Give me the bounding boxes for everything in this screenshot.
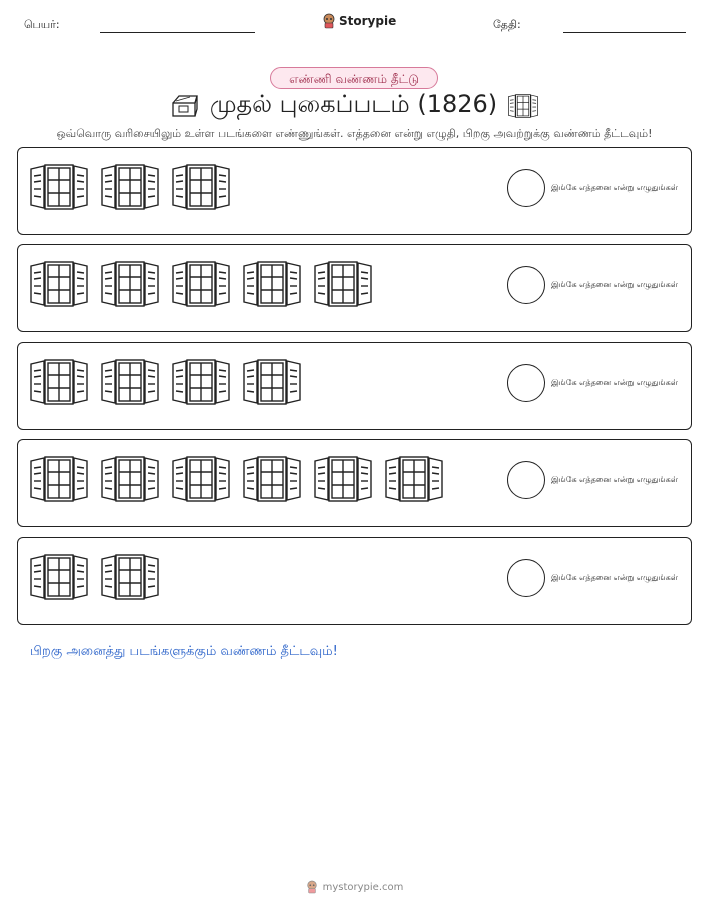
- window-picture[interactable]: [172, 261, 230, 307]
- activity-badge: எண்ணி வண்ணம் தீட்டு: [270, 67, 438, 89]
- window-picture[interactable]: [30, 164, 88, 210]
- brand-name: Storypie: [339, 14, 397, 28]
- window-group: [30, 456, 443, 502]
- window-picture[interactable]: [30, 554, 88, 600]
- window-group: [30, 359, 301, 405]
- title-row: [0, 90, 709, 121]
- window-picture[interactable]: [101, 261, 159, 307]
- window-picture[interactable]: [243, 456, 301, 502]
- count-row-5: [17, 537, 692, 625]
- window-icon: [507, 94, 539, 118]
- window-picture[interactable]: [101, 456, 159, 502]
- date-label: தேதி:: [493, 18, 521, 31]
- window-picture[interactable]: [101, 164, 159, 210]
- answer-hint: இங்கே எத்தனை என்று எழுதுங்கள்: [551, 280, 678, 289]
- camera-box-icon: [170, 93, 200, 119]
- window-picture[interactable]: [30, 359, 88, 405]
- count-row-1: [17, 147, 692, 235]
- site-url: mystorypie.com: [322, 881, 404, 893]
- count-row-4: [17, 439, 692, 527]
- window-picture[interactable]: [30, 261, 88, 307]
- answer-circle[interactable]: [507, 461, 545, 499]
- answer-hint: இங்கே எத்தனை என்று எழுதுங்கள்: [551, 183, 678, 192]
- window-group: [30, 554, 159, 600]
- window-picture[interactable]: [30, 456, 88, 502]
- window-picture[interactable]: [314, 261, 372, 307]
- count-row-2: [17, 244, 692, 332]
- count-row-3: [17, 342, 692, 430]
- window-picture[interactable]: [314, 456, 372, 502]
- window-picture[interactable]: [243, 261, 301, 307]
- answer-hint: இங்கே எத்தனை என்று எழுதுங்கள்: [551, 475, 678, 484]
- window-picture[interactable]: [172, 359, 230, 405]
- instructions: ஒவ்வொரு வரிசையிலும் உள்ள படங்களை எண்ணுங்கள். எத்தனை என்று எழுதி, பிறகு அவற்றுக்கு வண்ணம் தீட்டவும்!: [56, 127, 653, 140]
- window-picture[interactable]: [101, 554, 159, 600]
- answer-circle[interactable]: [507, 364, 545, 402]
- window-picture[interactable]: [172, 456, 230, 502]
- window-picture[interactable]: [385, 456, 443, 502]
- window-group: [30, 164, 230, 210]
- date-line[interactable]: [563, 32, 686, 33]
- page-title: முதல் புகைப்படம் (1826): [209, 90, 498, 118]
- window-group: [30, 261, 372, 307]
- answer-circle[interactable]: [507, 169, 545, 207]
- storypie-mascot-icon: [306, 880, 318, 894]
- site-footer: [0, 880, 709, 894]
- footer-instruction: பிறகு அனைத்து படங்களுக்கும் வண்ணம் தீட்டவும்!: [30, 644, 338, 659]
- answer-circle[interactable]: [507, 559, 545, 597]
- window-picture[interactable]: [172, 164, 230, 210]
- window-picture[interactable]: [101, 359, 159, 405]
- window-picture[interactable]: [243, 359, 301, 405]
- name-line[interactable]: [100, 32, 255, 33]
- answer-hint: இங்கே எத்தனை என்று எழுதுங்கள்: [551, 573, 678, 582]
- answer-circle[interactable]: [507, 266, 545, 304]
- storypie-mascot-icon: [322, 13, 336, 29]
- name-label: பெயர்:: [24, 18, 60, 31]
- answer-hint: இங்கே எத்தனை என்று எழுதுங்கள்: [551, 378, 678, 387]
- brand-logo: [322, 13, 396, 29]
